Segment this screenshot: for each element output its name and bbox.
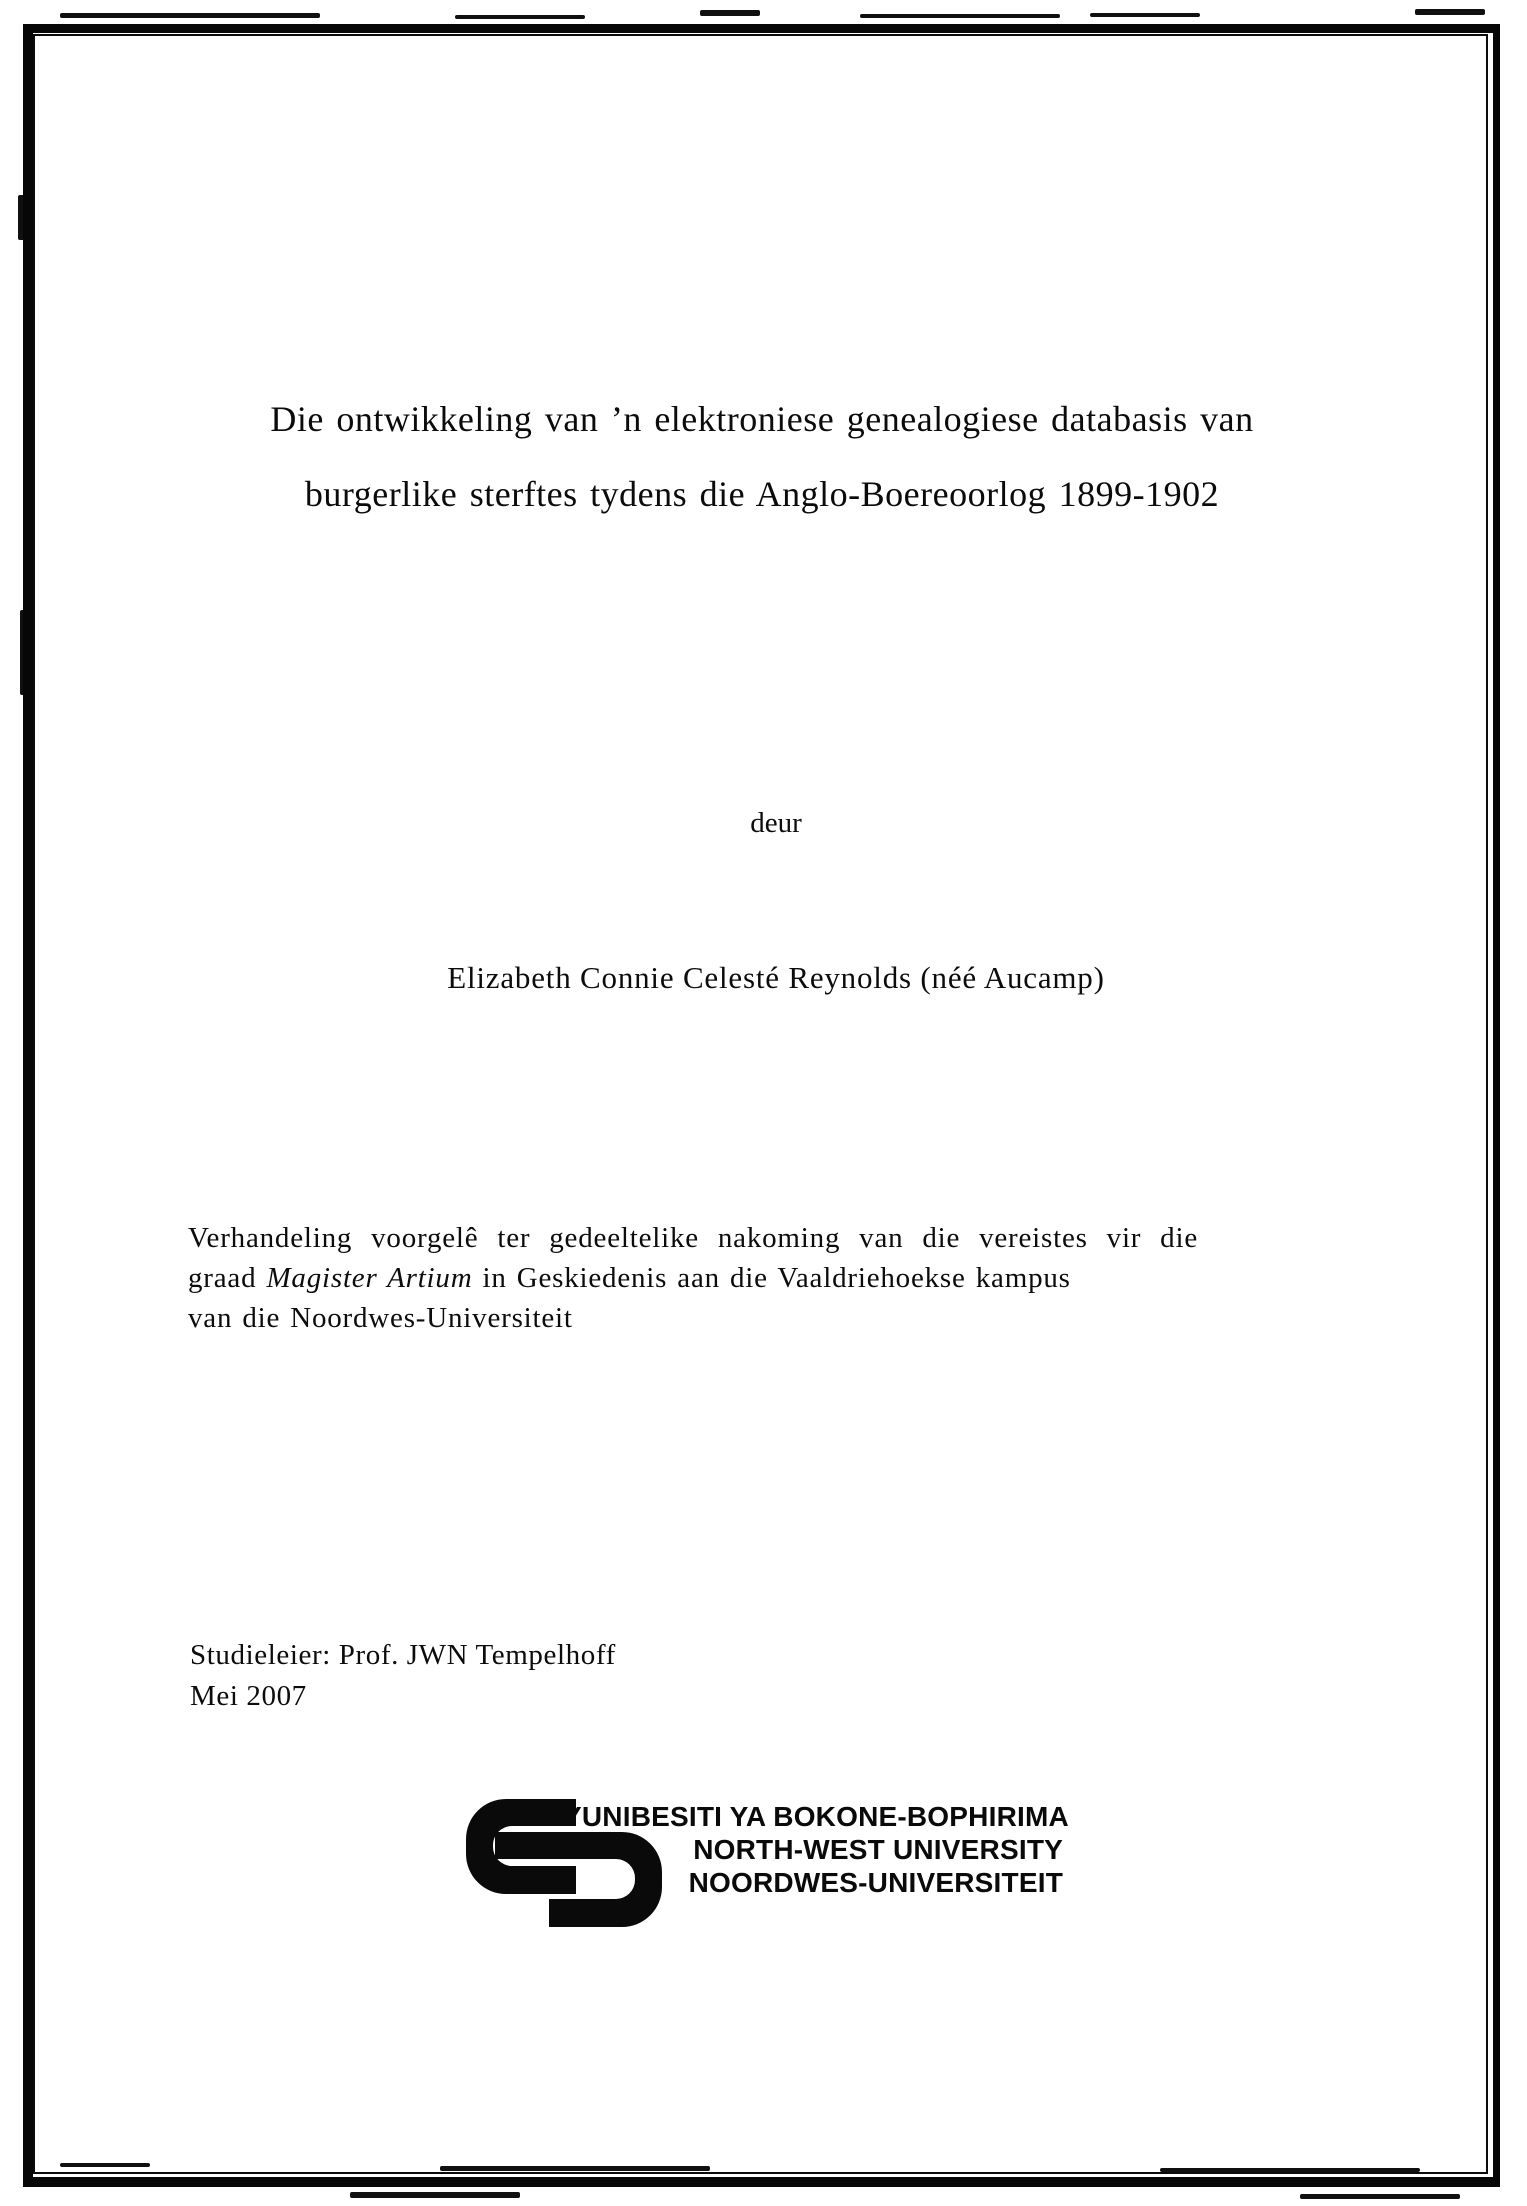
submission-line3: van die Noordwes-Universiteit	[188, 1302, 573, 1334]
scan-artifact	[700, 10, 760, 16]
thesis-title	[96, 382, 1428, 532]
nwu-logo-line2: NORTH-WEST UNIVERSITY	[693, 1834, 1063, 1865]
submission-line2-post: in Geskiedenis aan die Vaaldriehoekse kampus	[472, 1262, 1071, 1294]
degree-name: Magister Artium	[266, 1262, 473, 1294]
thesis-title-line1: Die ontwikkeling van ’n elektroniese genealogiese databasis van	[270, 399, 1254, 439]
supervisor-block	[190, 1635, 616, 1717]
submission-line2-pre: graad	[188, 1262, 267, 1294]
submission-line1: Verhandeling voorgelê ter gedeeltelike nakoming van die vereistes vir die	[188, 1222, 1198, 1254]
nwu-logo-line1: YUNIBESITI YA BOKONE-BOPHIRIMA	[563, 1801, 1069, 1832]
author-name: Elizabeth Connie Celesté Reynolds (néé Aucamp)	[447, 960, 1105, 995]
scan-artifact	[350, 2192, 520, 2198]
nwu-logo-line3: NOORDWES-UNIVERSITEIT	[688, 1867, 1063, 1898]
byline: deur	[750, 807, 802, 839]
scan-artifact	[455, 15, 585, 19]
thesis-title-line2: burgerlike sterftes tydens die Anglo-Boereoorlog 1899-1902	[304, 474, 1220, 514]
scan-artifact	[1300, 2194, 1460, 2199]
date-line: Mei 2007	[190, 1680, 307, 1712]
scan-artifact	[1415, 9, 1485, 15]
scan-artifact	[1090, 13, 1200, 17]
submission-line2	[188, 1258, 1198, 1298]
submission-statement	[188, 1218, 1198, 1338]
scan-artifact	[60, 13, 320, 18]
supervisor-line: Studieleier: Prof. JWN Tempelhoff	[190, 1639, 616, 1671]
nwu-logo-text	[563, 1800, 1069, 1899]
scan-artifact	[860, 14, 1060, 18]
